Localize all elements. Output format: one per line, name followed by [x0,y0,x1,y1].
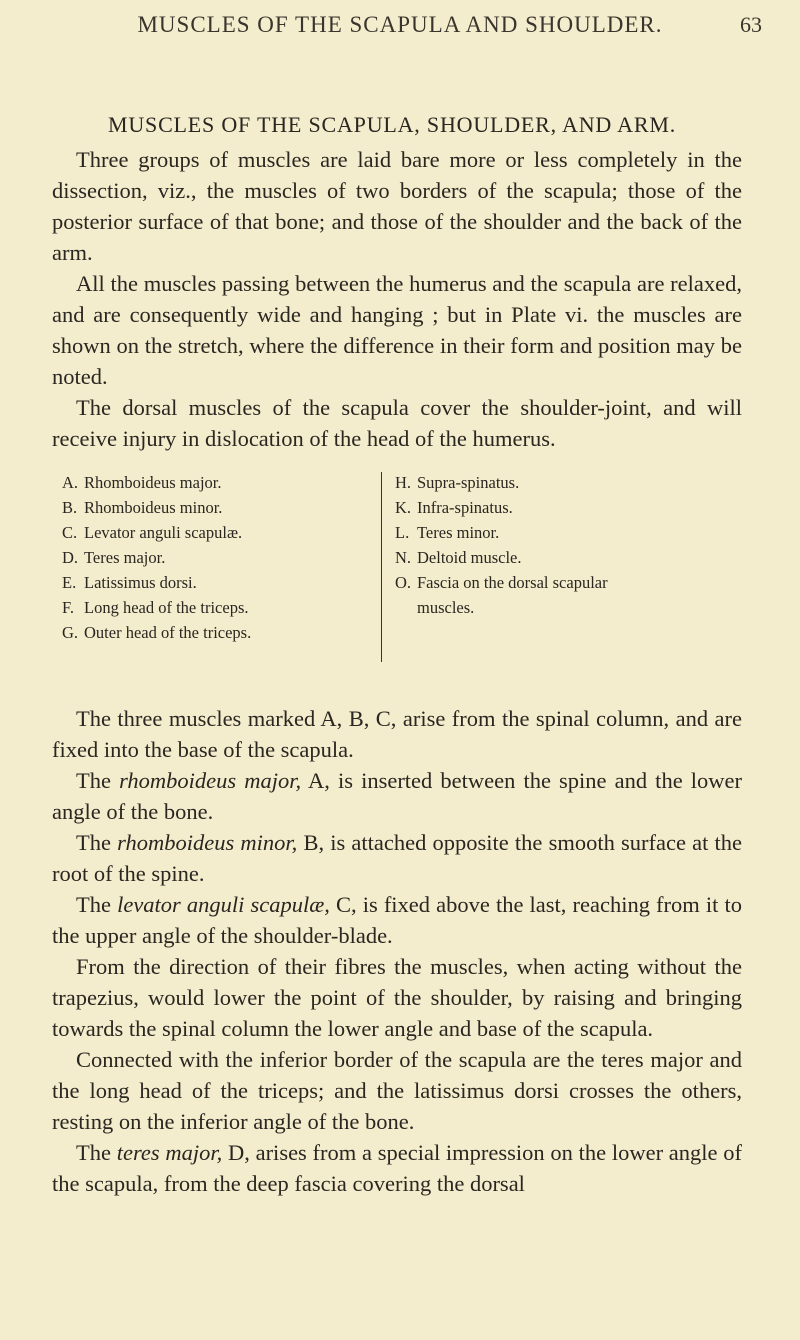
paragraph: Three groups of muscles are laid bare more or less completely in the dissection, viz., the muscles of two borders of the scapula; those of the posterior surface of that bone; and those of the shoulder and the back of the arm. [52,147,742,265]
paragraph: Connected with the inferior border of the scapula are the teres major and the long head of the triceps; and the latissimus dorsi crosses the others, resting on the inferior angle of the bone. [52,1047,742,1134]
legend-item: C. Levator anguli scapulæ. [62,523,243,542]
legend-item: F. Long head of the triceps. [62,598,249,617]
paragraph: The three muscles marked A, B, C, arise from the spinal column, and are fixed into the base of the scapula. [52,706,742,762]
paragraph: From the direction of their fibres the muscles, when acting without the trapezius, would lower the point of the shoulder, by raising and bringing towards the spinal column the lower angle and base of the scapula. [52,954,742,1041]
legend-item: K. Infra-spinatus. [395,498,513,517]
paragraph: The dorsal muscles of the scapula cover the shoulder-joint, and will receive injury in dislocation of the head of the humerus. [52,395,742,451]
legend-item: B. Rhomboideus minor. [62,498,223,517]
paragraph: All the muscles passing between the humerus and the scapula are relaxed, and are consequently wide and hanging ; but in Plate vi. the muscles are shown on the stretch, where the difference in their form and position may be noted. [52,271,742,389]
running-head [0,6,800,40]
legend-item-continued: muscles. [417,598,475,617]
legend-item: O. Fascia on the dorsal scapular [395,573,608,592]
section-title: MUSCLES OF THE SCAPULA, SHOULDER, AND ARM. [108,112,677,137]
muscle-term: rhomboideus minor, [117,830,298,855]
legend-item: N. Deltoid muscle. [395,548,522,567]
muscle-term: levator anguli scapulæ, [117,892,330,917]
legend-item: A. Rhomboideus major. [62,473,222,492]
legend-item: D. Teres major. [62,548,166,567]
legend-column-right [395,470,750,620]
legend-item: E. Latissimus dorsi. [62,573,197,592]
paragraph: The rhomboideus minor, B, is attached opposite the smooth surface at the root of the spine. [52,830,742,886]
plate-legend [62,470,752,670]
legend-item: H. Supra-spinatus. [395,473,520,492]
muscle-term: teres major, [116,1140,223,1165]
legend-column-left [62,470,372,645]
legend-item: G. Outer head of the triceps. [62,623,252,642]
legend-divider [381,472,382,662]
legend-item: L. Teres minor. [395,523,500,542]
paragraph: The levator anguli scapulæ, C, is fixed above the last, reaching from it to the upper angle of the shoulder-blade. [52,892,742,948]
paragraph: The rhomboideus major, A, is inserted between the spine and the lower angle of the bone. [52,768,742,824]
running-head-title: MUSCLES OF THE SCAPULA AND SHOULDER. [137,12,663,37]
intro-text [52,144,742,454]
body-text [52,703,742,1199]
page-number: 63 [740,12,762,37]
muscle-term: rhomboideus major, [119,768,302,793]
paragraph: The teres major, D, arises from a special impression on the lower angle of the scapula, from the deep fascia covering the dorsal [52,1140,742,1196]
